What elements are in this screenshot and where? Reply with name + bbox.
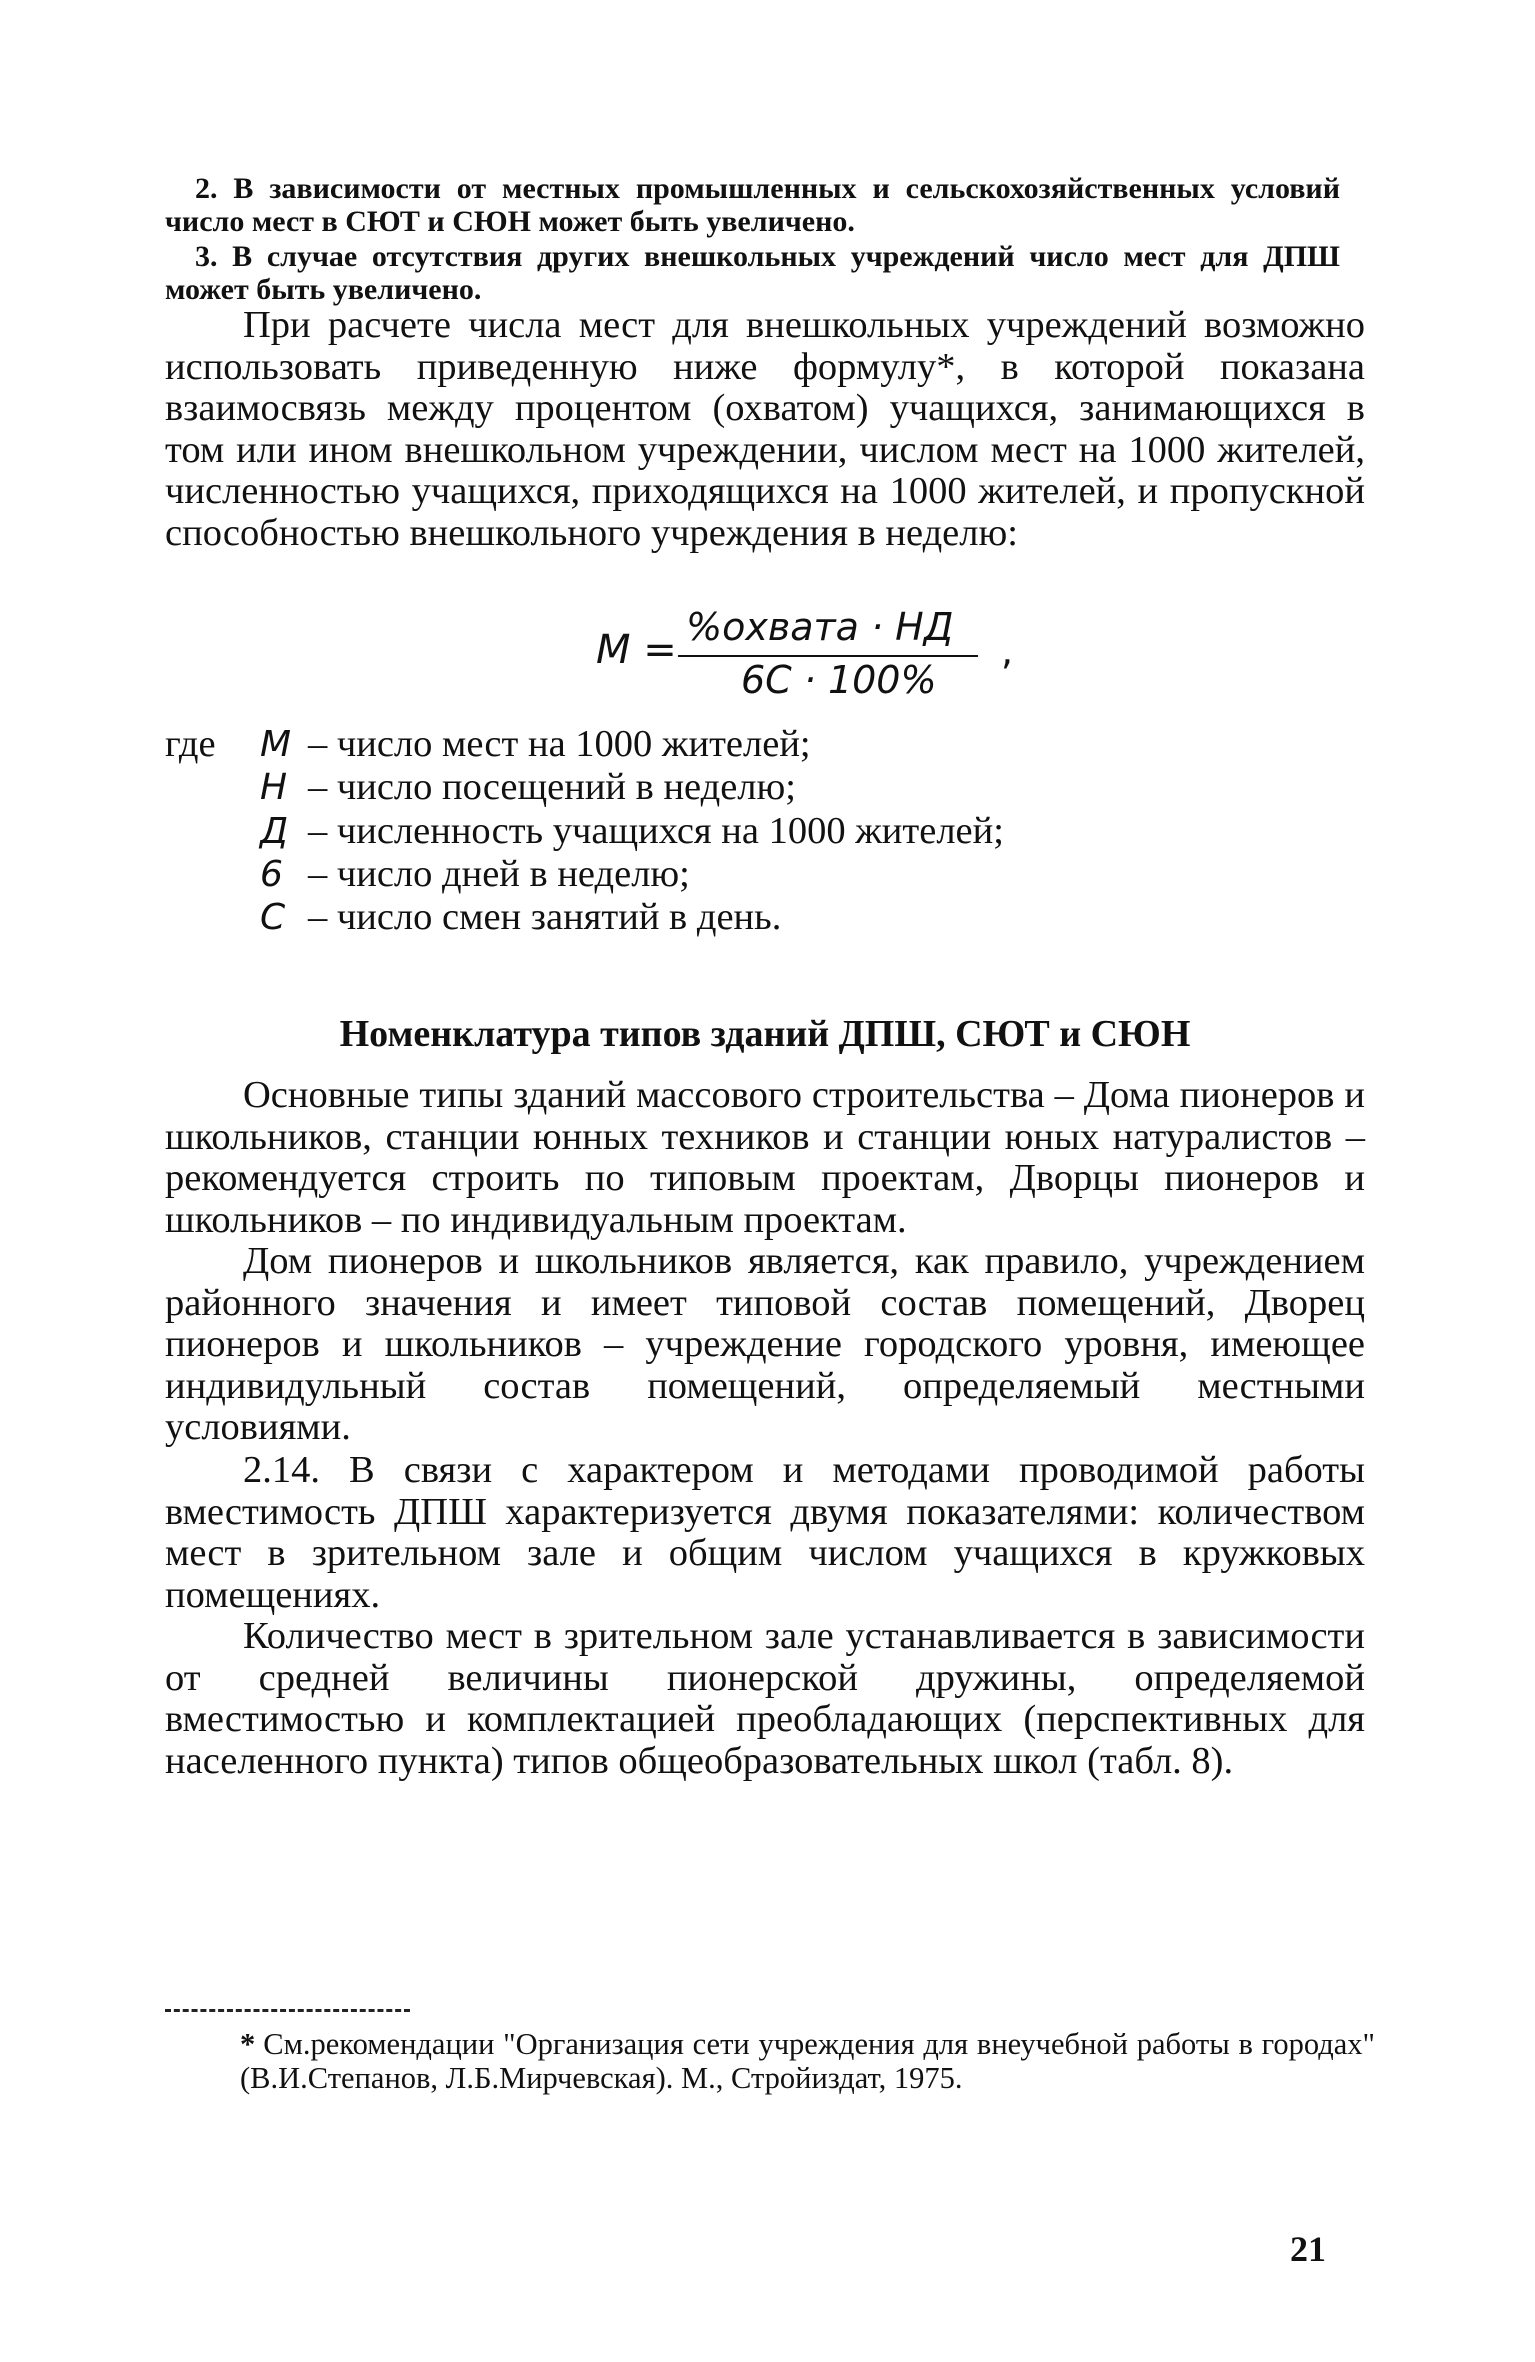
formula-fraction-bar	[678, 655, 978, 657]
definition-item	[260, 853, 1004, 896]
paragraph-house-of-pioneers: Дом пионеров и школьников является, как правило, учреждением районного значения и имеет типовой состав помещений, Дворец пионеров и школьников – учреждение городского уровня, имеющее индивидульный состав помещений, определяемый местными условиями.	[165, 1240, 1365, 1448]
definition-text: – число смен занятий в день.	[308, 896, 782, 939]
definition-item	[260, 896, 1004, 939]
definition-item	[260, 810, 1004, 853]
definition-symbol: М	[260, 724, 292, 765]
definition-symbol: С	[260, 897, 286, 939]
paragraph-2-14: 2.14. В связи с характером и методами проводимой работы вместимость ДПШ характеризуется двумя показателями: количеством мест в зрительном зале и общим числом учащихся в кружковых помещениях.	[165, 1449, 1365, 1616]
formula-trailing: ,	[1001, 629, 1014, 673]
page-number: 21	[1290, 2229, 1326, 2269]
definition-symbol: Д	[260, 810, 289, 852]
footnote-separator	[165, 2009, 410, 2012]
definition-item	[260, 723, 1004, 766]
note-3: 3. В случае отсутствия других внешкольных учреждений число мест для ДПШ может быть увеличено.	[165, 240, 1340, 306]
formula-denominator: 6С · 100%	[741, 658, 937, 702]
definition-symbol: 6	[260, 853, 283, 895]
definition-text: – число посещений в неделю;	[308, 766, 796, 809]
paragraph-auditorium-seats: Количество мест в зрительном зале устанавливается в зависимости от средней величины пионерской дружины, определяемой вместимостью и комплектацией преобладающих (перспективных для населенного пункта) типов общеобразовательных школ (табл. 8).	[165, 1615, 1365, 1782]
definition-text: – численность учащихся на 1000 жителей;	[308, 809, 1004, 852]
definition-symbol: Н	[260, 767, 288, 809]
definitions-list	[260, 723, 1004, 939]
intro-paragraph: При расчете числа мест для внешкольных учреждений возможно использовать приведенную ниже формулу*, в которой показана взаимосвязь между процентом (охватом) учащихся, занимающихся в том или ином внешкольном учреждении, числом мест на 1000 жителей, численностью учащихся, приходящихся на 1000 жителей, и пропускной способностью внешкольного учреждения в неделю:	[165, 304, 1365, 554]
footnote-text: См.рекомендации "Организация сети учреждения для внеучебной работы в городах" (В.И.Степанов, Л.Б.Мирчевская). М., Стройиздат, 1975.	[240, 2027, 1375, 2095]
footnote-marker: *	[240, 2027, 256, 2061]
note-2: 2. В зависимости от местных промышленных и сельскохозяйственных условий число мест в СЮТ и СЮН может быть увеличено.	[165, 172, 1340, 238]
definition-text: – число дней в неделю;	[308, 852, 690, 895]
definition-item	[260, 766, 1004, 809]
footnote	[240, 2028, 1375, 2095]
formula-lhs: М =	[596, 627, 677, 673]
where-label: где	[165, 723, 216, 765]
definition-text: – число мест на 1000 жителей;	[308, 723, 811, 765]
section-heading: Номенклатура типов зданий ДПШ, СЮТ и СЮН	[339, 1013, 1191, 1055]
formula-numerator: %охвата · НД	[686, 605, 954, 649]
paragraph-building-types: Основные типы зданий массового строительства – Дома пионеров и школьников, станции юнных техников и станции юных натуралистов – рекомендуется строить по типовым проектам, Дворцы пионеров и школьников – по индивидуальным проектам.	[165, 1074, 1365, 1241]
formula	[596, 605, 1116, 700]
